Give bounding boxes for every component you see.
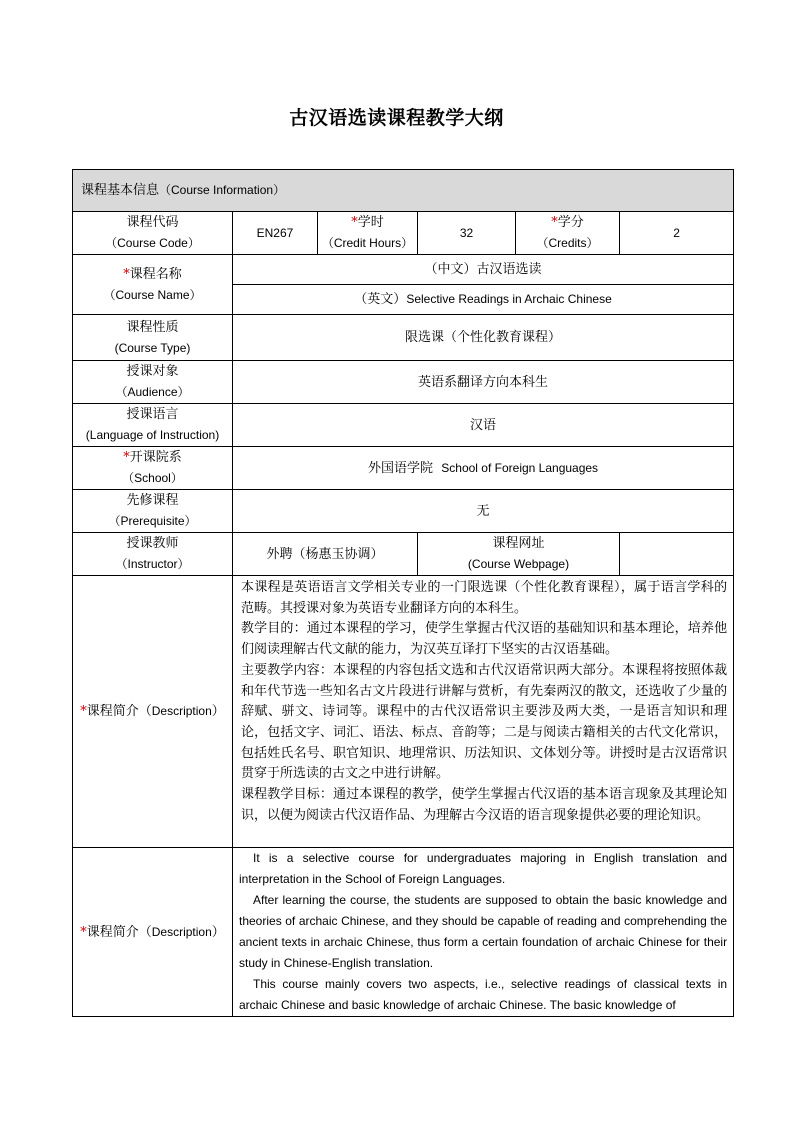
description-cn-paragraph: 主要教学内容：本课程的内容包括文选和古代汉语常识两大部分。本课程将按照体裁和年代节选一些知名古文片段进行讲解与赏析，有先秦两汉的散文，还选收了少量的辞赋、骈文、诗词等。课程中的古代汉语常识主要涉及两大类，一是语言知识和理论，包括文字、词汇、语法、标点、音韵等；二是与阅读古籍相关的古代文化常识，包括姓氏名号、职官知识、地理常识、历法知识、文体划分等。讲授时是古汉语常识贯穿于所选读的古文之中进行讲解。 xyxy=(241,662,728,782)
prerequisite-value: 无 xyxy=(233,490,734,533)
row-course-type xyxy=(73,315,734,361)
course-type-value: 限选课（个性化教育课程） xyxy=(233,315,734,361)
description-en-paragraph: It is a selective course for undergraduates majoring in English translation and interpretation in the School of Foreign Languages. xyxy=(239,851,728,886)
school-label: *开课院系 （School） xyxy=(73,447,233,490)
document-title: 古汉语选读课程教学大纲 xyxy=(289,107,504,129)
prerequisite-label: 先修课程 （Prerequisite） xyxy=(73,490,233,533)
course-code-label: 课程代码 （Course Code） xyxy=(73,212,233,255)
description-cn-text xyxy=(233,576,734,848)
syllabus-table xyxy=(72,169,734,1017)
credits-value: 2 xyxy=(620,212,734,255)
row-audience xyxy=(73,361,734,404)
audience-value: 英语系翻译方向本科生 xyxy=(233,361,734,404)
description-cn-paragraph: 课程教学目标：通过本课程的教学，使学生掌握古代汉语的基本语言现象及其理论知识，以便为阅读古代汉语作品、为理解古今汉语的语言现象提供必要的理论知识。 xyxy=(241,787,728,823)
row-description-en xyxy=(73,848,734,1017)
webpage-label: 课程网址 (Course Webpage) xyxy=(418,533,620,576)
description-cn-paragraph: 教学目的：通过本课程的学习，使学生掌握古代汉语的基础知识和基本理论，培养他们阅读理解古代文献的能力，为汉英互译打下坚实的古汉语基础。 xyxy=(241,621,728,658)
row-description-cn xyxy=(73,576,734,848)
instructor-label: 授课教师 （Instructor） xyxy=(73,533,233,576)
credit-hours-label: *学时 （Credit Hours） xyxy=(318,212,418,255)
description-cn-label: *课程简介（Description） xyxy=(73,576,233,848)
language-value: 汉语 xyxy=(233,404,734,447)
audience-label: 授课对象 （Audience） xyxy=(73,361,233,404)
course-name-label: *课程名称 （Course Name） xyxy=(73,255,233,315)
school-value: 外国语学院 School of Foreign Languages xyxy=(233,447,734,490)
row-prerequisite xyxy=(73,490,734,533)
row-course-code xyxy=(73,212,734,255)
row-instructor xyxy=(73,533,734,576)
section-header: 课程基本信息（Course Information） xyxy=(73,170,734,212)
credits-label: *学分 （Credits） xyxy=(516,212,620,255)
language-label: 授课语言 (Language of Instruction) xyxy=(73,404,233,447)
description-en-label: *课程简介（Description） xyxy=(73,848,233,1017)
course-name-cn: （中文）古汉语选读 xyxy=(233,255,734,285)
description-en-paragraph: This course mainly covers two aspects, i.e., selective readings of classical texts in archaic Chinese and basic knowledge of archaic Chinese. The basic knowledge of xyxy=(239,977,728,1012)
description-cn-paragraph: 本课程是英语语言文学相关专业的一门限选课（个性化教育课程），属于语言学科的范畴。其授课对象为英语专业翻译方向的本科生。 xyxy=(241,580,728,616)
course-name-en: （英文）Selective Readings in Archaic Chinese xyxy=(233,285,734,315)
webpage-value xyxy=(620,533,734,576)
row-course-name-cn xyxy=(73,255,734,285)
description-en-paragraph: After learning the course, the students are supposed to obtain the basic knowledge and theories of archaic Chinese, and they should be capable of reading and comprehending the ancient texts in archaic Chinese, thus form a certain foundation of archaic Chinese for their study in Chinese-English translation. xyxy=(239,893,728,970)
course-code-value: EN267 xyxy=(233,212,318,255)
course-type-label: 课程性质 (Course Type) xyxy=(73,315,233,361)
instructor-value: 外聘（杨惠玉协调） xyxy=(233,533,418,576)
credit-hours-value: 32 xyxy=(418,212,516,255)
row-language xyxy=(73,404,734,447)
section-header-row xyxy=(73,170,734,212)
row-school xyxy=(73,447,734,490)
description-en-text xyxy=(233,848,734,1017)
